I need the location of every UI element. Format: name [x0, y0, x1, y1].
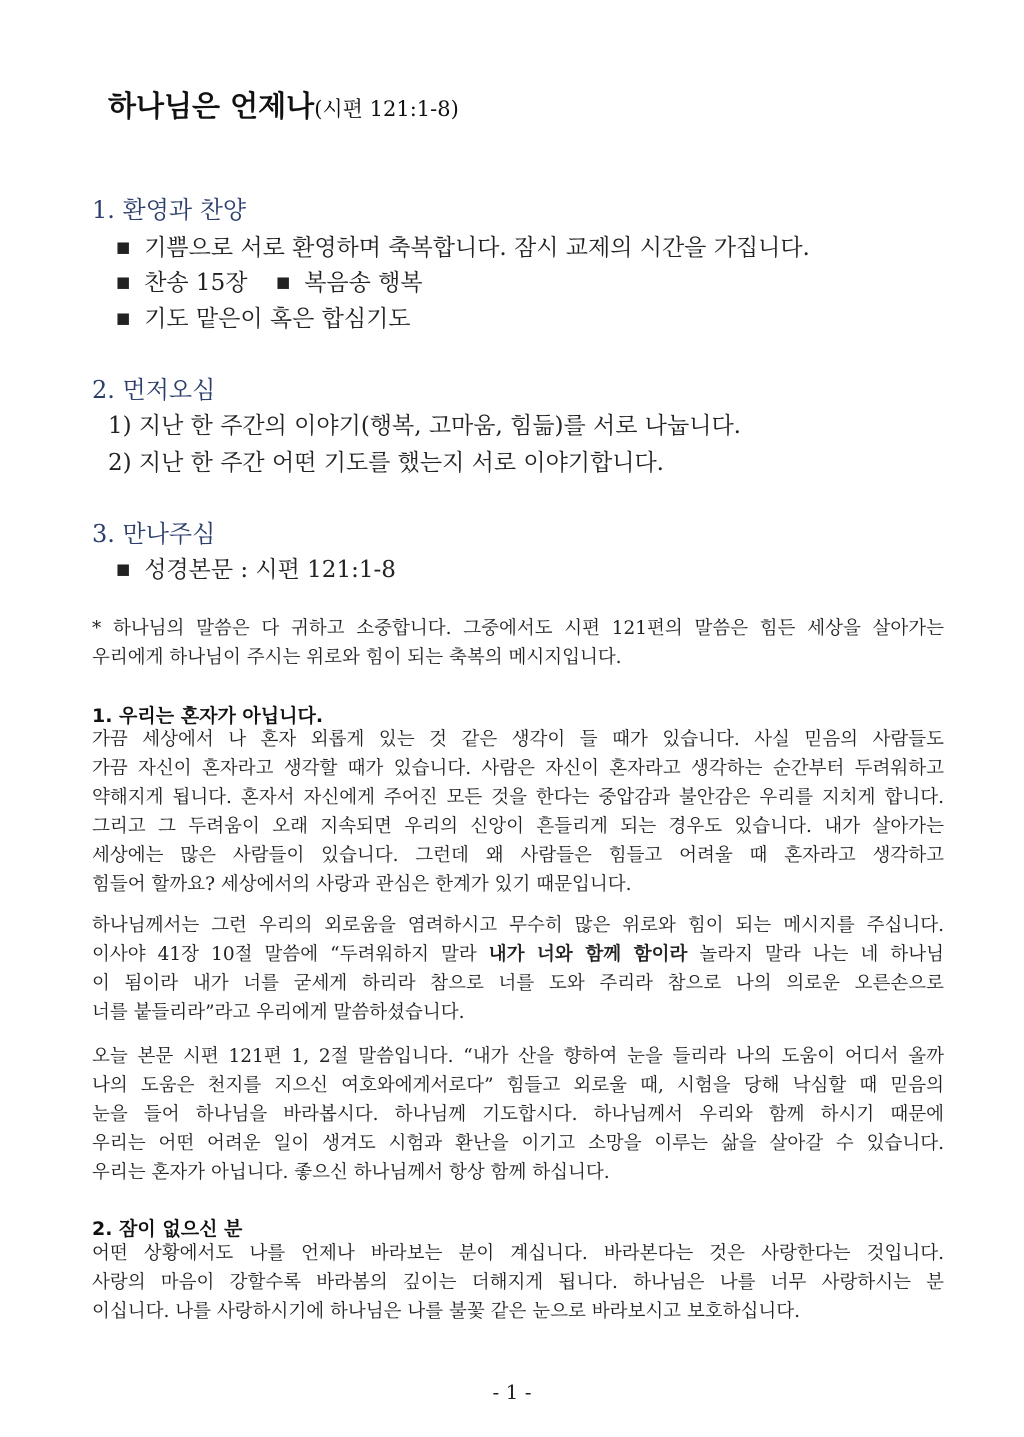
line-text: 놀라지 말라 나는 네 하나님 [687, 944, 944, 965]
intro-line: 우리에게 하나님이 주시는 위로와 힘이 되는 축복의 메시지입니다. [92, 647, 622, 668]
line-text: 이사야 41장 10절 말씀에 “두려워하지 말라 [92, 944, 489, 965]
section-3-heading: 3. 만나주심 [92, 520, 216, 548]
point-1-paragraph-3 [92, 1042, 944, 1187]
section-2-item-1: 1) 지난 한 주간의 이야기(행복, 고마움, 힘듦)를 서로 나눕니다. [108, 413, 741, 439]
section-2-item-2: 2) 지난 한 주간 어떤 기도를 했는지 서로 이야기합니다. [108, 450, 664, 476]
paragraph-line: 가끔 자신이 혼자라고 생각할 때가 있습니다. 사람은 자신이 혼자라고 생각하는 순간부터 두려워하고 [92, 758, 944, 779]
intro-paragraph [92, 614, 944, 672]
section-1-item-1: ■ 기쁨으로 서로 환영하며 축복합니다. 잠시 교제의 시간을 가집니다. [116, 229, 810, 262]
title-main: 하나님은 언제나 [108, 89, 315, 123]
section-1-item-gospel-song: ■ 복음송 행복 [276, 264, 423, 297]
paragraph-line: 약해지게 됩니다. 혼자서 자신에게 주어진 모든 것을 한다는 중압감과 불안감은 우리를 지치게 합니다. [92, 787, 944, 808]
paragraph-line: 눈을 들어 하나님을 바라봅시다. 하나님께 기도합시다. 하나님께서 우리와 함께 하시기 때문에 [92, 1104, 944, 1125]
section-1-heading: 1. 환영과 찬양 [92, 196, 247, 224]
paragraph-line: 나의 도움은 천지를 지으신 여호와에게서로다” 힘들고 외로울 때, 시험을 당해 낙심할 때 믿음의 [92, 1075, 944, 1096]
page-number: - 1 - [492, 1380, 532, 1404]
emphasis-text: 내가 너와 함께 함이라 [488, 944, 688, 965]
paragraph-line: 하나님께서는 그런 우리의 외로움을 염려하시고 무수히 많은 위로와 힘이 되는 메시지를 주십니다. [92, 915, 944, 936]
intro-line: * 하나님의 말씀은 다 귀하고 소중합니다. 그중에서도 시편 121편의 말씀은 힘든 세상을 살아가는 [92, 618, 944, 639]
paragraph-line: 이십니다. 나를 사랑하시기에 하나님은 나를 불꽃 같은 눈으로 바라보시고 보호하십니다. [92, 1301, 801, 1322]
section-1-item-hymn: ■ 찬송 15장 [116, 264, 247, 297]
paragraph-line: 그리고 그 두려움이 오래 지속되면 우리의 신앙이 흔들리게 되는 경우도 있습니다. 내가 살아가는 [92, 816, 944, 837]
paragraph-line: 우리는 혼자가 아닙니다. 좋으신 하나님께서 항상 함께 하십니다. [92, 1162, 610, 1183]
paragraph-line: 가끔 세상에서 나 혼자 외롭게 있는 것 같은 생각이 들 때가 있습니다. 사실 믿음의 사람들도 [92, 729, 944, 750]
paragraph-line: 힘들어 할까요? 세상에서의 사랑과 관심은 한계가 있기 때문입니다. [92, 874, 632, 895]
paragraph-line: 사랑의 마음이 강할수록 바라봄의 깊이는 더해지게 됩니다. 하나님은 나를 너무 사랑하시는 분 [92, 1272, 944, 1293]
point-2-heading: 2. 잠이 없으신 분 [92, 1218, 243, 1240]
paragraph-line-with-emphasis [92, 940, 944, 969]
document-title [108, 84, 459, 125]
paragraph-line: 너를 붙들리라”라고 우리에게 말씀하셨습니다. [92, 1002, 465, 1023]
section-3-scripture: ■ 성경본문 : 시편 121:1-8 [116, 551, 396, 584]
paragraph-line: 우리는 어떤 어려운 일이 생겨도 시험과 환난을 이기고 소망을 이루는 삶을 살아갈 수 있습니다. [92, 1133, 944, 1154]
title-scripture-ref: (시편 121:1-8) [314, 97, 459, 121]
paragraph-line: 세상에는 많은 사람들이 있습니다. 그런데 왜 사람들은 힘들고 어려울 때 혼자라고 생각하고 [92, 845, 944, 866]
point-2-paragraph-1 [92, 1239, 944, 1326]
paragraph-line: 이 됨이라 내가 너를 굳세게 하리라 참으로 너를 도와 주리라 참으로 나의 의로운 오른손으로 [92, 973, 944, 994]
paragraph-line: 오늘 본문 시편 121편 1, 2절 말씀입니다. “내가 산을 향하여 눈을 들리라 나의 도움이 어디서 올까 [92, 1046, 944, 1067]
paragraph-line: 어떤 상황에서도 나를 언제나 바라보는 분이 계십니다. 바라본다는 것은 사랑한다는 것입니다. [92, 1243, 944, 1264]
point-1-paragraph-1 [92, 725, 944, 899]
section-2-heading: 2. 먼저오심 [92, 376, 216, 404]
point-1-paragraph-2 [92, 911, 944, 1027]
point-1-heading: 1. 우리는 혼자가 아닙니다. [92, 705, 324, 727]
section-1-item-prayer: ■ 기도 맡은이 혹은 합심기도 [116, 300, 411, 333]
